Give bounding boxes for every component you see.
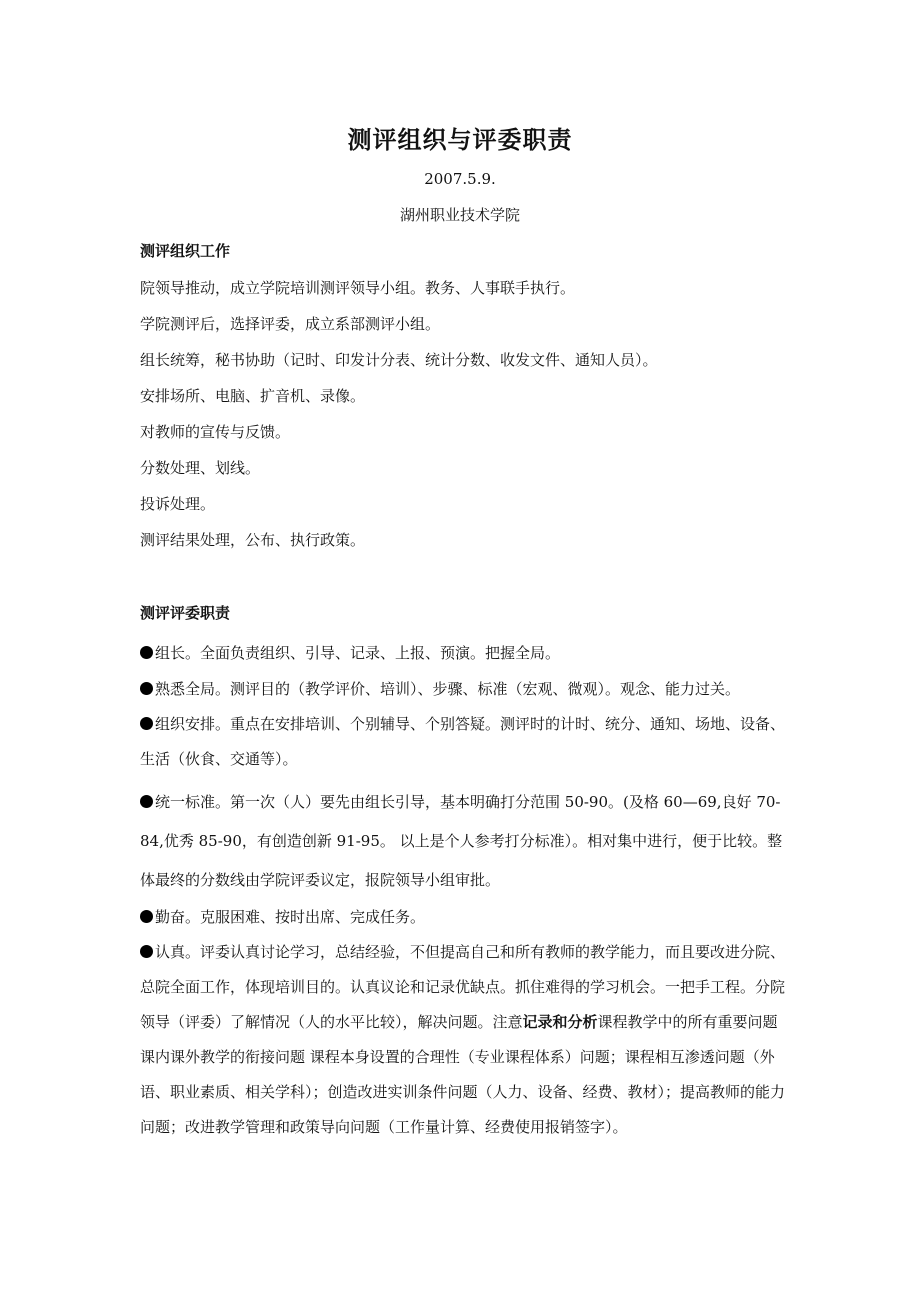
document-title: 测评组织与评委职责 — [347, 125, 573, 154]
paragraph: 分数处理、划线。 — [140, 459, 261, 477]
bullet-dot-icon — [140, 795, 153, 808]
bullet-item: 熟悉全局。测评目的（教学评价、培训）、步骤、标准（宏观、微观）。观念、能力过关。 — [140, 672, 790, 707]
bullet-item: 组长。全面负责组织、引导、记录、上报、预演。把握全局。 — [140, 636, 790, 671]
bullet-dot-icon — [140, 717, 153, 730]
paragraph: 对教师的宣传与反馈。 — [140, 423, 291, 441]
section-heading-judges: 测评评委职责 — [140, 604, 231, 622]
paragraph: 学院测评后，选择评委，成立系部测评小组。 — [140, 315, 441, 333]
paragraph: 测评结果处理，公布、执行政策。 — [140, 531, 366, 549]
emphasis-text: 记录和分析 — [522, 1013, 598, 1031]
paragraph: 安排场所、电脑、扩音机、录像。 — [140, 387, 366, 405]
bullet-dot-icon — [140, 646, 153, 659]
document-date: 2007.5.9. — [424, 170, 496, 188]
paragraph: 院领导推动，成立学院培训测评领导小组。教务、人事联手执行。 — [140, 279, 576, 297]
bullet-item: 勤奋。克服困难、按时出席、完成任务。 — [140, 900, 790, 935]
paragraph: 投诉处理。 — [140, 495, 216, 513]
bullet-dot-icon — [140, 682, 153, 695]
section-heading-organization: 测评组织工作 — [140, 242, 231, 260]
bullet-item: 认真。评委认真讨论学习，总结经验，不但提高自己和所有教师的教学能力，而且要改进分院、总院全面工作，体现培训目的。认真议论和记录优缺点。抓住难得的学习机会。一把手工程。分院领导（评委）了解情况（人的水平比较），解决问题。注意记录和分析课程教学中的所有重要问题 课内课外教学的衔接问题 课程本身设置的合理性（专业课程体系）问题；课程相互渗透问题（外语、职业素质、相关学科）；创造改进实训条件问题（人力、设备、经费、教材）；提高教师的能力问题；改进教学管理和政策导向问题（工作量计算、经费使用报销签字）。 — [140, 943, 786, 1136]
bullet-dot-icon — [140, 910, 153, 923]
organization-name: 湖州职业技术学院 — [399, 206, 520, 224]
bullet-item: 统一标准。第一次（人）要先由组长引导，基本明确打分范围 50-90。(及格 60—69,良好 70-84,优秀 85-90，有创造创新 91-95。 以上是个人参考打分标准）。相对集中进行，便于比较。整体最终的分数线由学院评委议定，报院领导小组审批。 — [140, 793, 783, 889]
bullet-dot-icon — [140, 945, 153, 958]
paragraph: 组长统筹，秘书协助（记时、印发计分表、统计分数、收发文件、通知人员）。 — [140, 351, 658, 369]
bullet-item: 组织安排。重点在安排培训、个别辅导、个别答疑。测评时的计时、统分、通知、场地、设备、生活（伙食、交通等）。 — [140, 715, 786, 768]
